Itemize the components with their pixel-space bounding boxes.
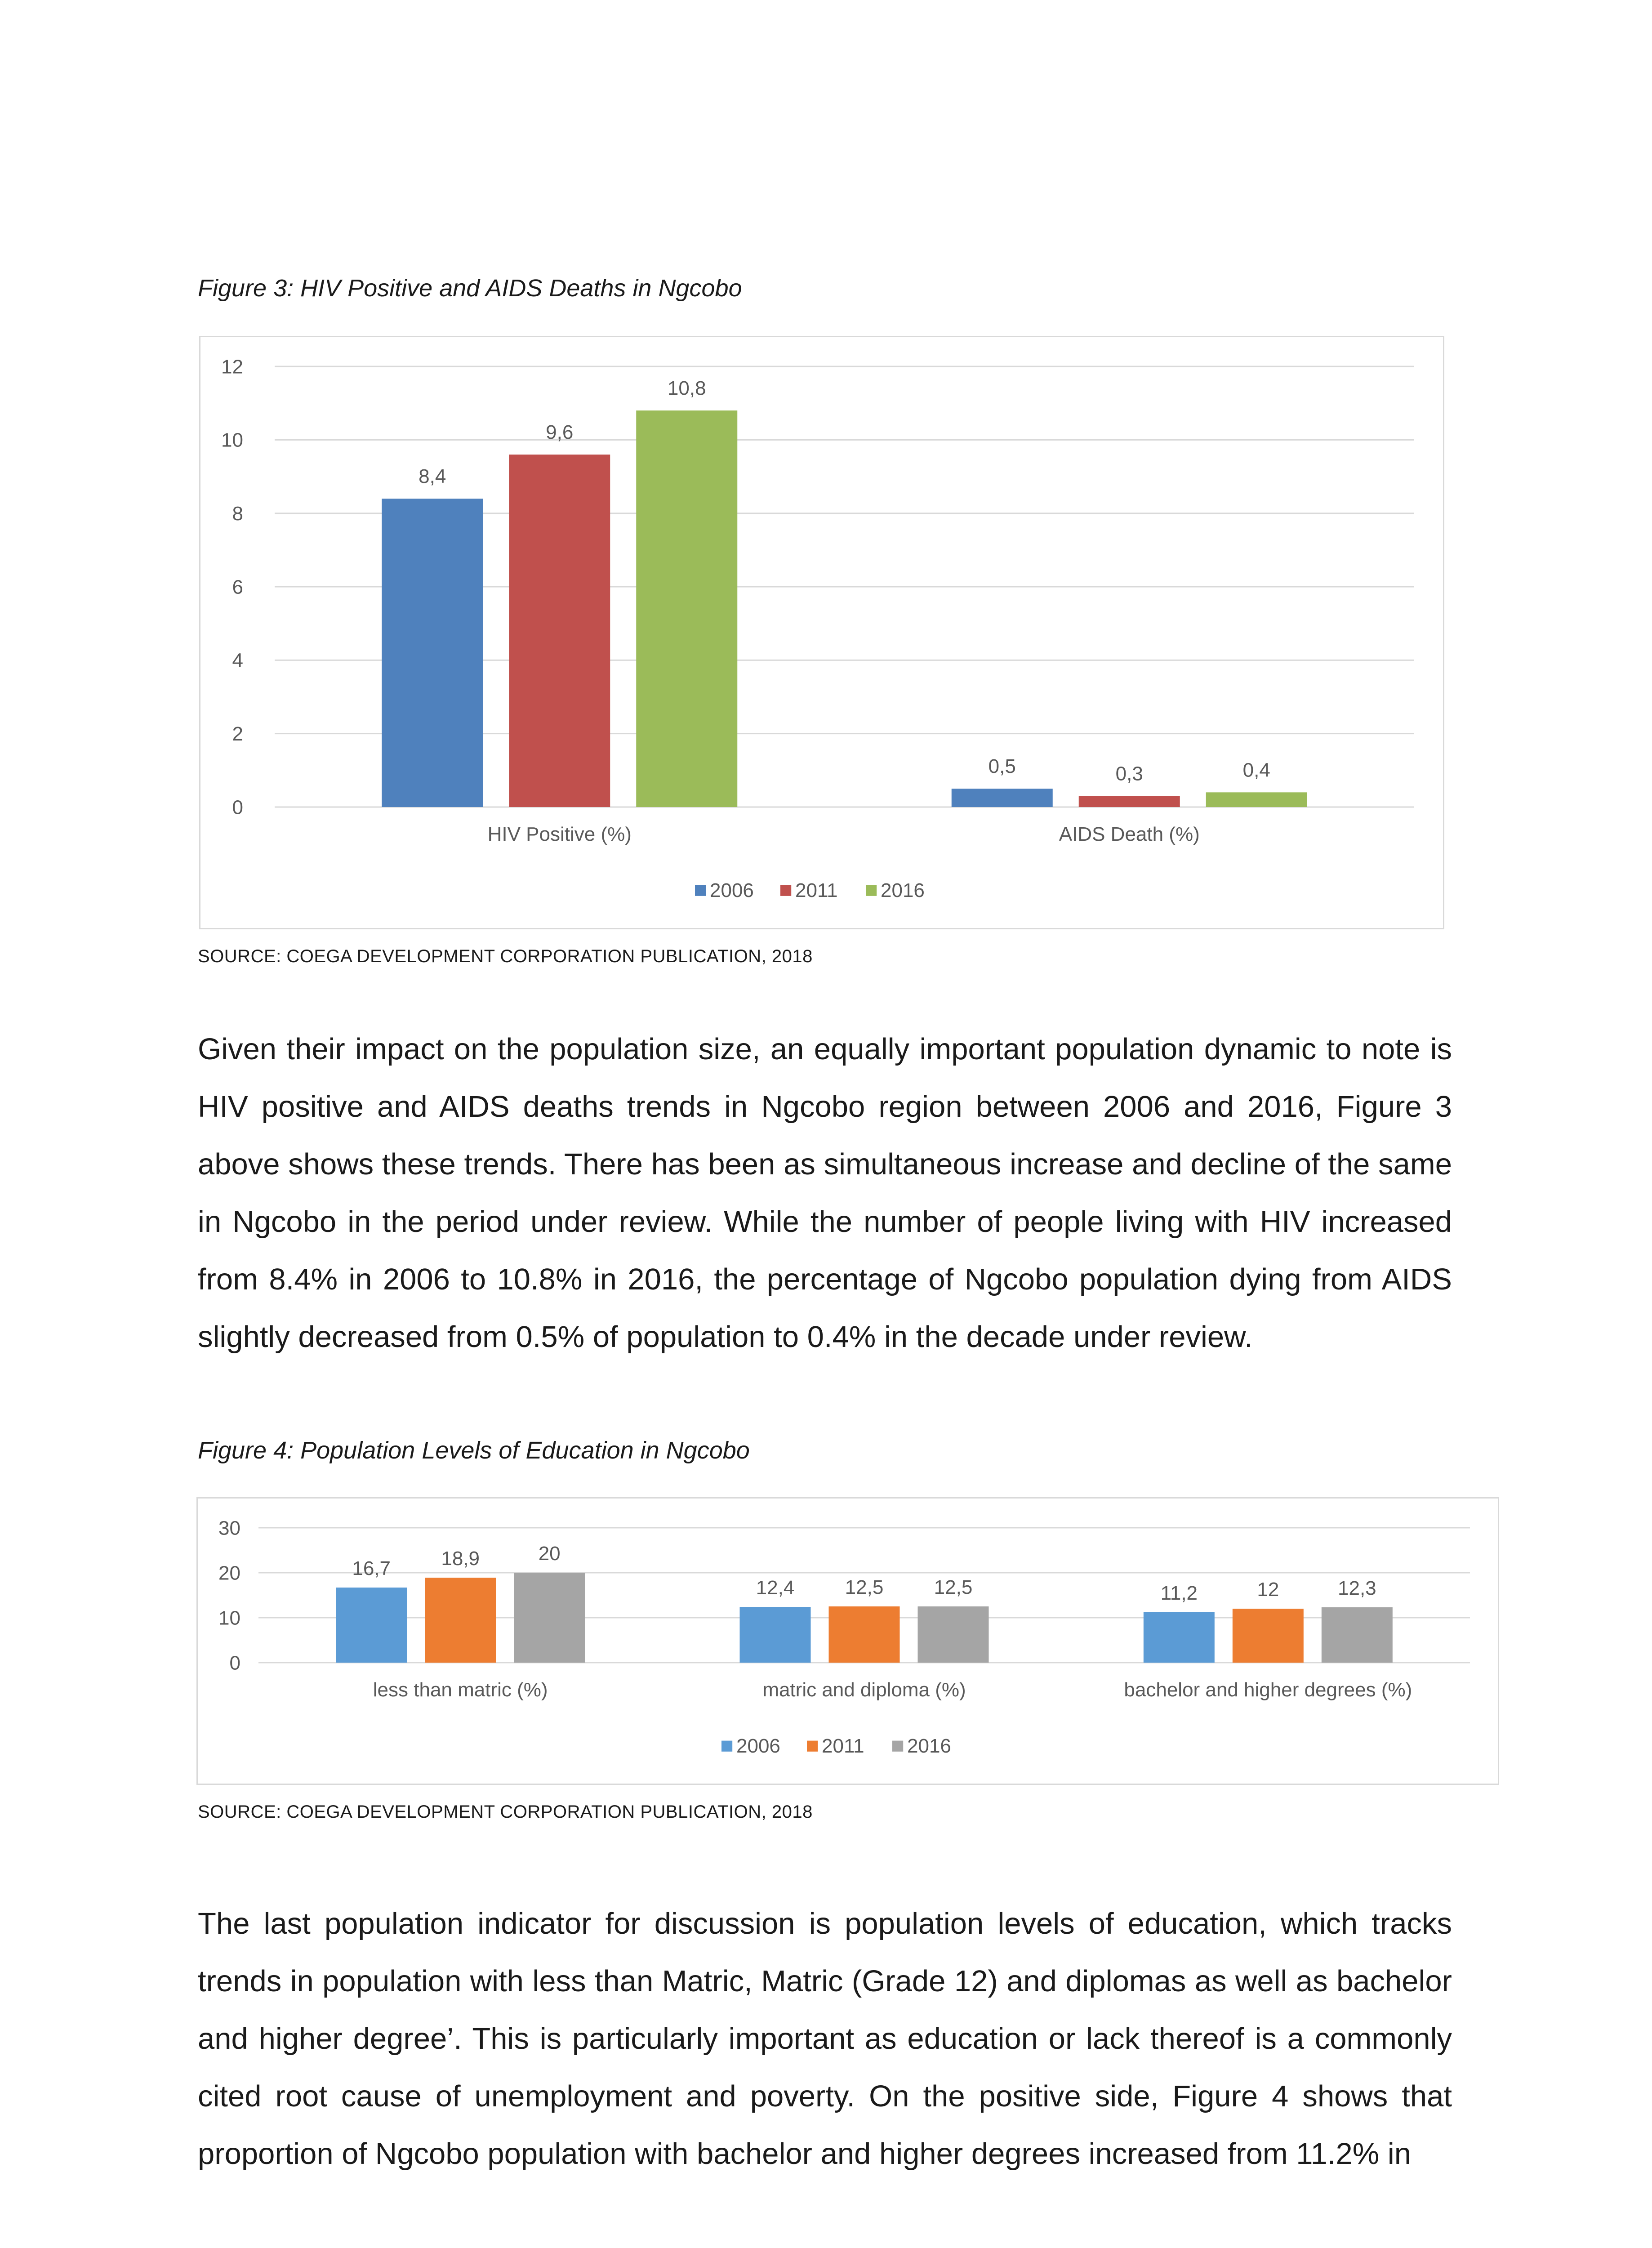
figure3-source: SOURCE: COEGA DEVELOPMENT CORPORATION PUBLICATION, 2018: [198, 946, 813, 966]
legend-label: 2006: [736, 1735, 780, 1757]
figure3-caption: Figure 3: HIV Positive and AIDS Deaths in Ngcobo: [198, 275, 742, 302]
bar: [1144, 1612, 1215, 1663]
x-category-label: bachelor and higher degrees (%): [1124, 1679, 1412, 1701]
data-label: 12,5: [934, 1576, 973, 1598]
y-tick-label: 10: [218, 1607, 240, 1629]
figure4-chart: [196, 1497, 1499, 1785]
y-tick-label: 6: [232, 576, 243, 598]
bar: [1233, 1609, 1304, 1663]
bar: [829, 1606, 900, 1663]
bar: [636, 410, 737, 807]
data-label: 10,8: [667, 377, 706, 399]
bar: [1079, 796, 1180, 807]
bar: [336, 1588, 407, 1663]
bar: [425, 1578, 496, 1663]
x-category-label: HIV Positive (%): [487, 823, 632, 845]
x-category-label: matric and diploma (%): [762, 1679, 966, 1701]
data-label: 0,5: [988, 755, 1016, 778]
data-label: 12: [1257, 1579, 1279, 1601]
legend-label: 2011: [795, 879, 838, 901]
y-tick-label: 20: [218, 1562, 240, 1584]
bar: [514, 1573, 585, 1663]
data-label: 8,4: [419, 465, 446, 487]
data-label: 16,7: [352, 1557, 391, 1579]
education-bar-chart: [198, 1499, 1501, 1786]
y-tick-label: 2: [232, 723, 243, 745]
paragraph-text: The last population indicator for discussion is population levels of education, which tracks trends in population with less than Matric, Matric (Grade 12) and diplomas as well as bachelor and higher degree’. This is particularly important as education or lack thereof is a commonly cited root cause of unemployment and poverty. On the positive side, Figure 4 shows that proportion of Ngcobo population with bachelor and higher degrees increased from 11.2% in: [198, 1907, 1452, 2171]
legend-swatch: [721, 1741, 732, 1752]
legend-swatch: [807, 1741, 818, 1752]
data-label: 20: [538, 1543, 561, 1565]
figure4-caption: Figure 4: Population Levels of Education in Ngcobo: [198, 1437, 750, 1464]
legend-swatch: [695, 885, 706, 896]
legend-swatch: [892, 1741, 903, 1752]
bar: [382, 499, 483, 807]
bar: [1322, 1607, 1393, 1663]
y-tick-label: 30: [218, 1517, 240, 1539]
bar: [952, 789, 1053, 807]
data-label: 0,3: [1115, 763, 1143, 785]
y-tick-label: 12: [221, 356, 243, 378]
bar: [1206, 792, 1307, 807]
data-label: 18,9: [441, 1548, 480, 1570]
paragraph-hiv-aids: [198, 1021, 1452, 1366]
bar: [740, 1607, 811, 1663]
y-tick-label: 0: [229, 1652, 240, 1674]
data-label: 11,2: [1160, 1582, 1198, 1604]
bar: [509, 455, 610, 807]
legend-label: 2016: [907, 1735, 951, 1757]
legend-label: 2006: [710, 879, 754, 901]
legend-label: 2016: [881, 879, 925, 901]
legend-label: 2011: [822, 1735, 864, 1757]
y-tick-label: 10: [221, 429, 243, 451]
y-tick-label: 8: [232, 503, 243, 525]
legend-swatch: [780, 885, 791, 896]
y-tick-label: 4: [232, 649, 243, 672]
data-label: 0,4: [1242, 759, 1270, 781]
x-category-label: AIDS Death (%): [1059, 823, 1200, 845]
paragraph-education: [198, 1895, 1452, 2183]
figure3-chart: [199, 336, 1444, 929]
y-tick-label: 0: [232, 796, 243, 819]
hiv-aids-bar-chart: [200, 337, 1446, 931]
data-label: 9,6: [546, 421, 574, 443]
paragraph-text: Given their impact on the population size, an equally important population dynamic to note is HIV positive and AIDS deaths trends in Ngcobo region between 2006 and 2016, Figure 3 above shows these trends. There has been as simultaneous increase and decline of the same in Ngcobo in the period under review. While the number of people living with HIV increased from 8.4% in 2006 to 10.8% in 2016, the percentage of Ngcobo population dying from AIDS slightly decreased from 0.5% of population to 0.4% in the decade under review.: [198, 1032, 1452, 1354]
data-label: 12,4: [756, 1577, 795, 1599]
x-category-label: less than matric (%): [373, 1679, 548, 1701]
figure4-source: SOURCE: COEGA DEVELOPMENT CORPORATION PUBLICATION, 2018: [198, 1802, 813, 1822]
bar: [918, 1606, 989, 1663]
legend-swatch: [866, 885, 877, 896]
data-label: 12,3: [1338, 1577, 1376, 1599]
data-label: 12,5: [845, 1576, 884, 1598]
